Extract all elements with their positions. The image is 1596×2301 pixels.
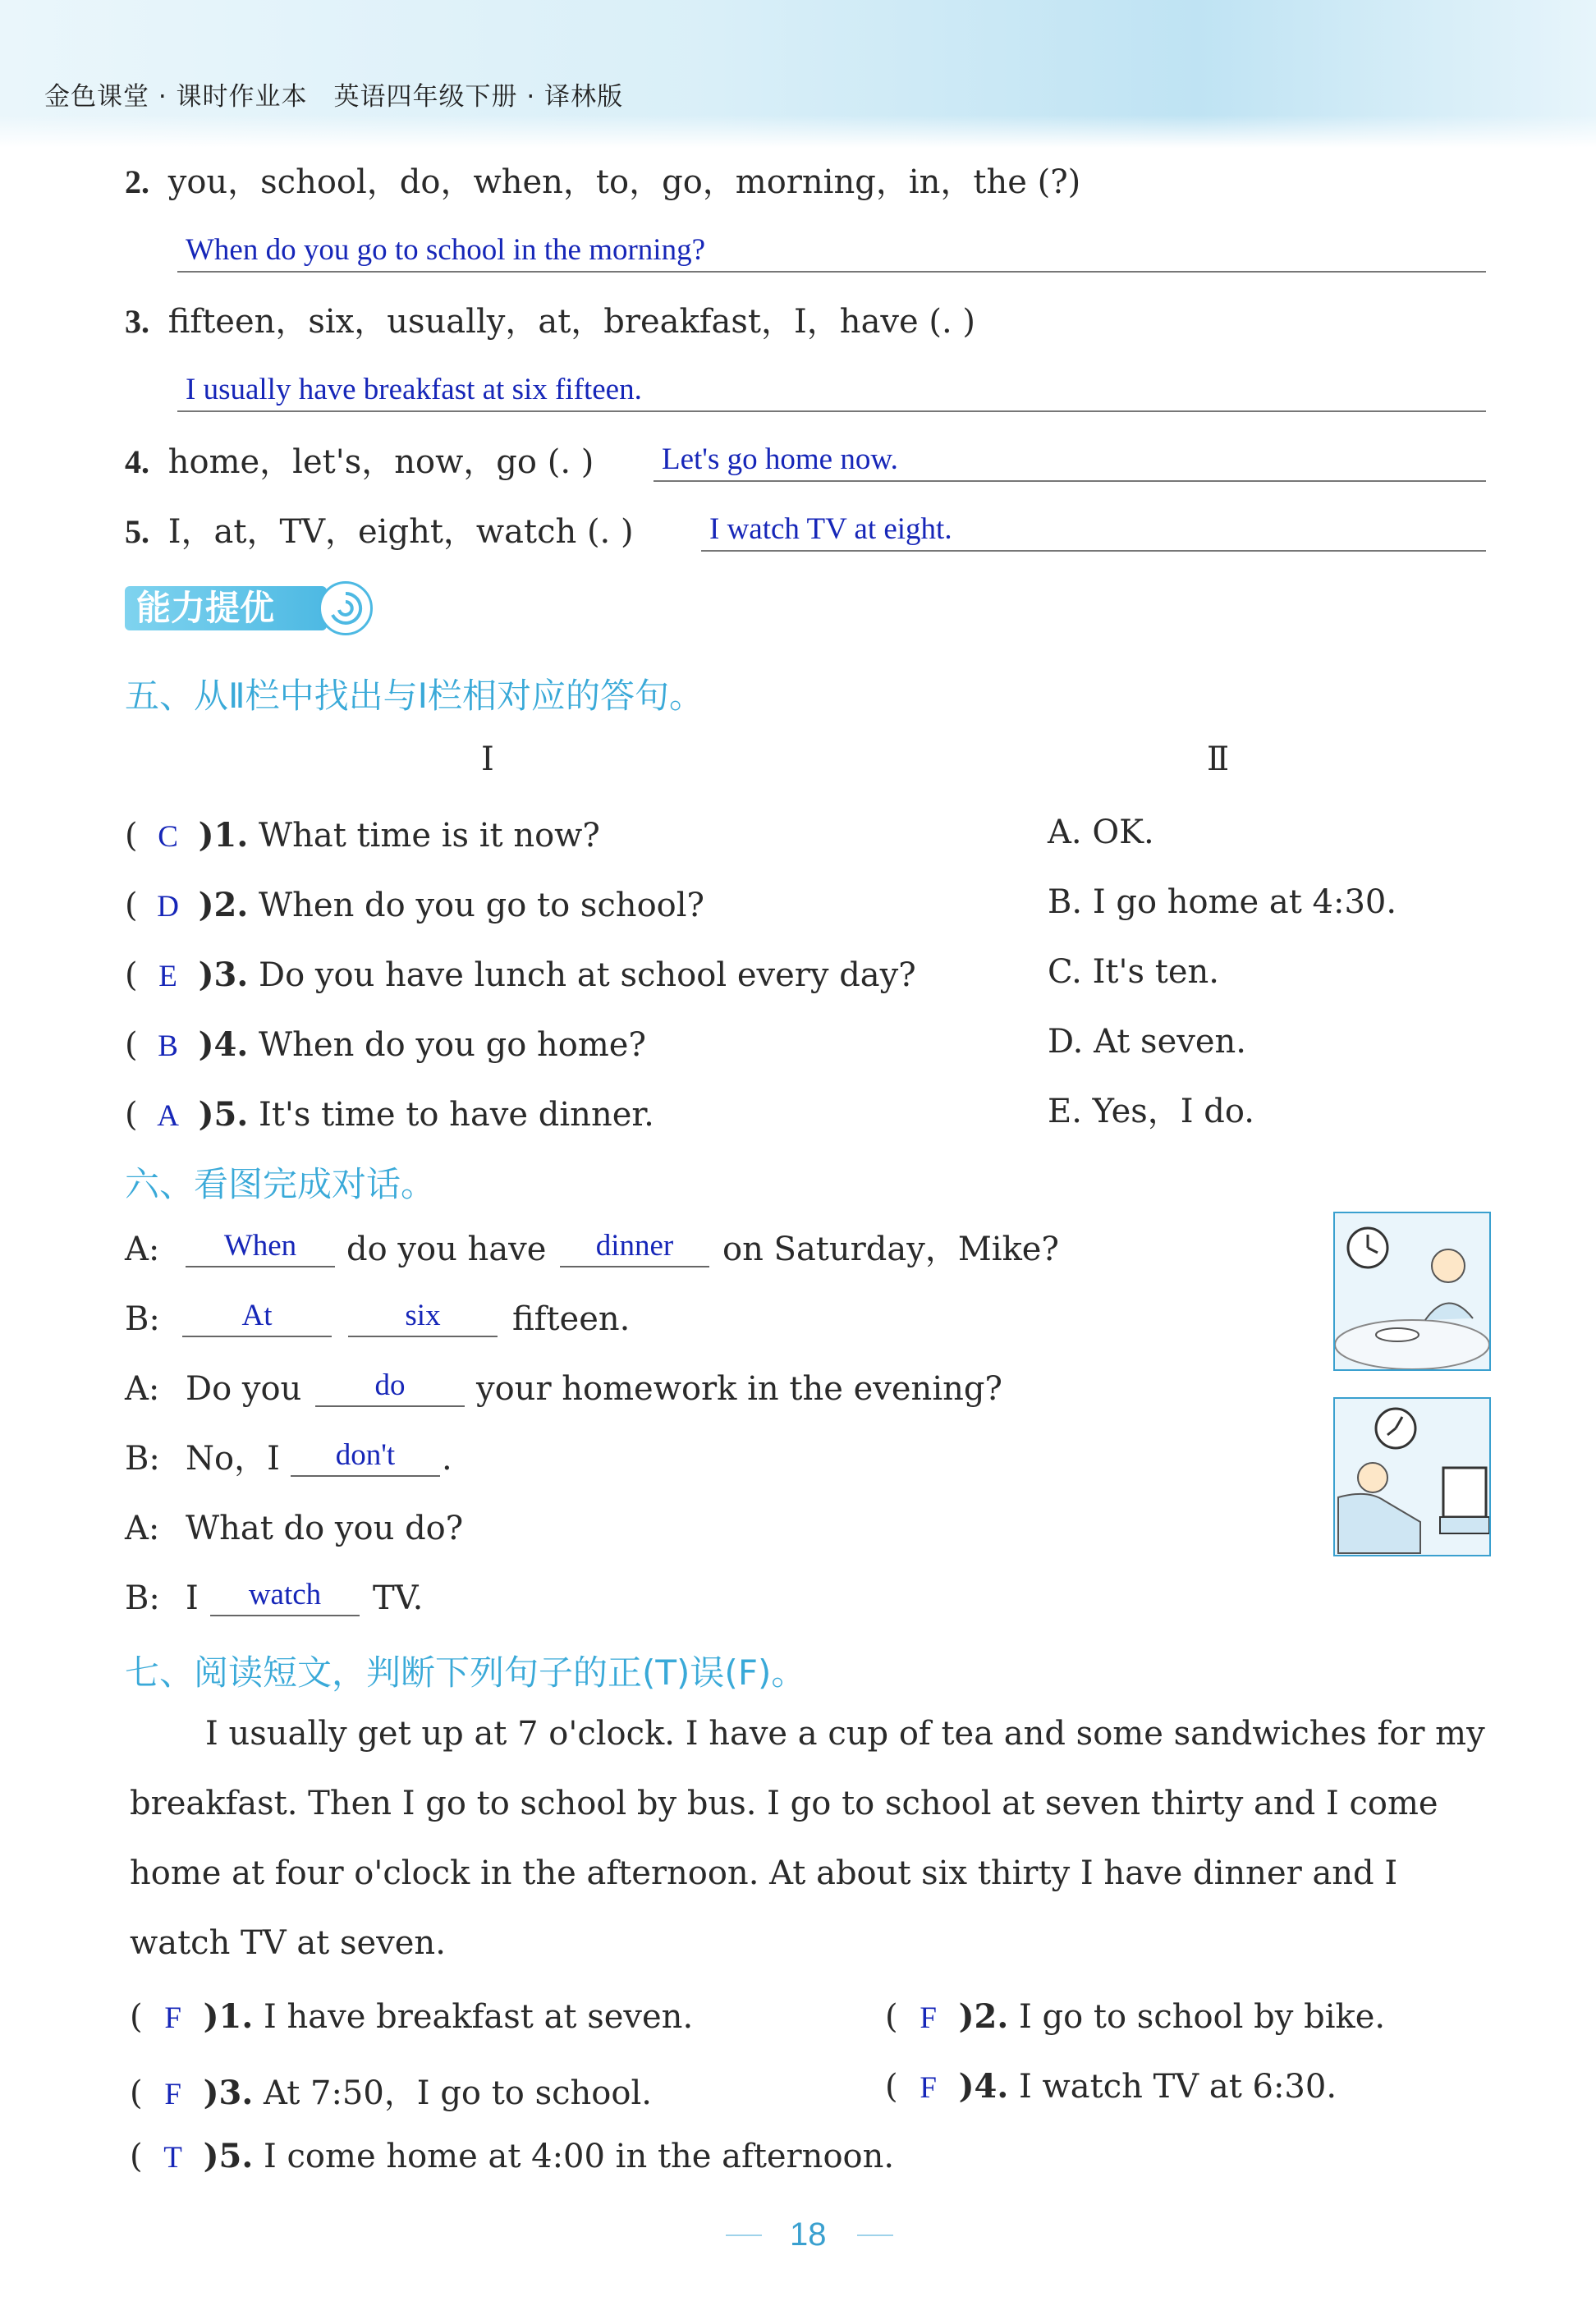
paren-open: ( (125, 956, 138, 994)
paren-open: ( (130, 2138, 143, 2175)
judge-statement: At 7:50，I go to school. (264, 2074, 652, 2112)
option-text: OK. (1092, 814, 1154, 851)
match-number: )3. (198, 956, 249, 994)
answer-line (654, 480, 1486, 482)
footer-dash-right (857, 2235, 893, 2236)
match-row-4 (125, 1025, 646, 1064)
dialogue-answer: six (405, 1299, 441, 1332)
tv-picture (1333, 1397, 1491, 1556)
option-a (1048, 816, 1154, 849)
dialogue-speaker-a: A: (125, 1370, 160, 1408)
dialogue-text: . (442, 1440, 452, 1478)
dialogue-text: Do you (186, 1370, 302, 1408)
dialogue-text: fifteen. (512, 1300, 631, 1338)
judge-answer: F (920, 2071, 937, 2105)
clock-dinner-illustration (1335, 1213, 1489, 1369)
match-question: What time is it now? (259, 817, 600, 855)
question-number: 2. (125, 163, 149, 200)
dialogue-speaker-a: A: (125, 1510, 160, 1547)
badge-icon (319, 581, 373, 635)
passage-line-3: home at four o'clock in the afternoon. At about six thirty I have dinner and I (130, 1854, 1398, 1892)
blank-line (182, 1336, 332, 1337)
judge-number: )1. (203, 1997, 254, 2036)
section-5-title: 五、从Ⅱ栏中找出与Ⅰ栏相对应的答句。 (125, 676, 704, 716)
dialogue-text: What do you do? (186, 1510, 464, 1547)
option-letter: D. (1048, 1023, 1084, 1061)
paren-open: ( (885, 1998, 898, 2036)
judge-statement: I have breakfast at seven. (264, 1998, 694, 2036)
question-3 (125, 303, 976, 341)
option-letter: C. (1048, 953, 1082, 991)
blank-line (348, 1336, 498, 1337)
judge-answer: F (920, 2001, 937, 2035)
passage-line-2: breakfast. Then I go to school by bus. I go to school at seven thirty and I come (130, 1785, 1438, 1822)
match-number: )2. (198, 886, 249, 924)
paren-open: ( (125, 887, 138, 924)
answer-3: I usually have breakfast at six fifteen. (186, 373, 642, 406)
badge-label: 能力提优 (125, 586, 327, 630)
judge-row-2 (885, 1997, 1385, 2036)
judge-number: )5. (203, 2137, 254, 2175)
match-question: When do you go to school? (259, 887, 704, 924)
question-prompt: you，school，do，when，to，go，morning，in，the (?) (167, 163, 1081, 201)
match-answer: B (158, 1029, 178, 1063)
answer-line (177, 410, 1486, 412)
option-c (1048, 953, 1219, 991)
judge-row-3 (130, 2067, 652, 2114)
match-answer: D (157, 890, 179, 924)
dialogue-text: I (186, 1579, 199, 1617)
blank-line (315, 1405, 465, 1407)
ability-badge (125, 581, 379, 635)
dialogue-answer: do (374, 1368, 406, 1402)
dialogue-text: do you have (346, 1231, 547, 1268)
match-answer: C (158, 820, 178, 854)
blank-line (560, 1266, 709, 1267)
answer-line (177, 271, 1486, 273)
paren-open: ( (885, 2068, 898, 2106)
column-1-header: Ⅰ (481, 740, 494, 778)
blank-line (210, 1615, 360, 1616)
option-e (1048, 1095, 1254, 1128)
dialogue-text: No，I (186, 1440, 280, 1478)
blank-line (186, 1266, 335, 1267)
dialogue-answer: When (223, 1229, 297, 1263)
judge-statement: I come home at 4:00 in the afternoon. (264, 2138, 895, 2175)
question-number: 5. (125, 513, 149, 550)
paren-open: ( (130, 1998, 143, 2036)
paren-open: ( (125, 1026, 138, 1064)
blank-line (291, 1475, 440, 1477)
answer-4: Let's go home now. (662, 442, 898, 476)
dialogue-text: TV. (373, 1579, 424, 1617)
dialogue-speaker-b: B: (125, 1440, 160, 1478)
match-answer: A (157, 1099, 179, 1133)
dialogue-text: on Saturday，Mike? (722, 1231, 1059, 1268)
answer-2: When do you go to school in the morning? (186, 233, 706, 267)
section-7-title: 七、阅读短文，判断下列句子的正(T)误(F)。 (125, 1652, 806, 1693)
question-prompt: fifteen，six，usually，at，breakfast，I，have (. ) (167, 303, 976, 341)
footer-dash-left (726, 2235, 762, 2236)
paren-open: ( (130, 2074, 143, 2112)
match-row-3 (125, 956, 916, 994)
paren-open: ( (125, 817, 138, 855)
match-row-1 (125, 816, 600, 855)
dialogue-speaker-a: A: (125, 1231, 160, 1268)
option-d (1048, 1023, 1246, 1061)
question-prompt: home，let's，now，go (. ) (167, 443, 594, 481)
header-band (0, 0, 1596, 148)
judge-answer: F (164, 2078, 181, 2111)
clock-tv-illustration (1335, 1399, 1489, 1555)
column-2-header: Ⅱ (1207, 740, 1230, 778)
option-text: I go home at 4:30. (1092, 883, 1397, 921)
question-4 (125, 443, 594, 481)
match-question: When do you go home? (259, 1026, 646, 1064)
option-b (1048, 883, 1397, 921)
book-title: 金色课堂 · 课时作业本 英语四年级下册 · 译林版 (44, 82, 624, 112)
judge-number: )4. (958, 2067, 1009, 2106)
judge-answer: F (164, 2001, 181, 2035)
dialogue-answer: At (241, 1299, 273, 1332)
dialogue-speaker-b: B: (125, 1579, 160, 1617)
option-text: Yes，I do. (1092, 1093, 1254, 1130)
dialogue-text: your homework in the evening? (476, 1370, 1002, 1408)
passage-line-1: I usually get up at 7 o'clock. I have a cup of tea and some sandwiches for my (205, 1715, 1485, 1753)
match-row-2 (125, 886, 704, 924)
dialogue-answer: watch (248, 1578, 322, 1611)
option-text: At seven. (1094, 1023, 1246, 1061)
question-number: 4. (125, 443, 149, 480)
judge-number: )3. (203, 2074, 254, 2112)
section-6-title: 六、看图完成对话。 (125, 1164, 436, 1204)
dialogue-answer: don't (335, 1438, 396, 1472)
match-number: )4. (198, 1025, 249, 1064)
dialogue-speaker-b: B: (125, 1300, 160, 1338)
page-number: 18 (790, 2216, 827, 2253)
option-letter: E. (1048, 1093, 1082, 1130)
judge-statement: I watch TV at 6:30. (1019, 2068, 1337, 2106)
match-number: )1. (198, 816, 249, 855)
passage-line-4: watch TV at seven. (130, 1924, 446, 1962)
dinner-picture (1333, 1212, 1491, 1371)
swirl-icon (321, 584, 370, 633)
match-question: Do you have lunch at school every day? (259, 956, 916, 994)
dialogue-answer: dinner (595, 1229, 674, 1263)
judge-row-5 (130, 2137, 894, 2175)
judge-row-4 (885, 2067, 1337, 2106)
answer-line (701, 550, 1486, 552)
match-question: It's time to have dinner. (259, 1096, 654, 1134)
question-5 (125, 513, 634, 551)
judge-answer: T (163, 2141, 182, 2175)
option-letter: A. (1048, 814, 1082, 851)
judge-number: )2. (958, 1997, 1009, 2036)
answer-5: I watch TV at eight. (709, 512, 952, 546)
match-row-5 (125, 1095, 654, 1134)
question-number: 3. (125, 303, 149, 340)
option-letter: B. (1048, 883, 1083, 921)
judge-statement: I go to school by bike. (1019, 1998, 1386, 2036)
judge-row-1 (130, 1997, 693, 2036)
match-answer: E (158, 960, 177, 993)
question-2 (125, 163, 1081, 201)
match-number: )5. (198, 1095, 249, 1134)
option-text: It's ten. (1092, 953, 1219, 991)
paren-open: ( (125, 1096, 138, 1134)
question-prompt: I，at，TV，eight，watch (. ) (167, 513, 634, 551)
